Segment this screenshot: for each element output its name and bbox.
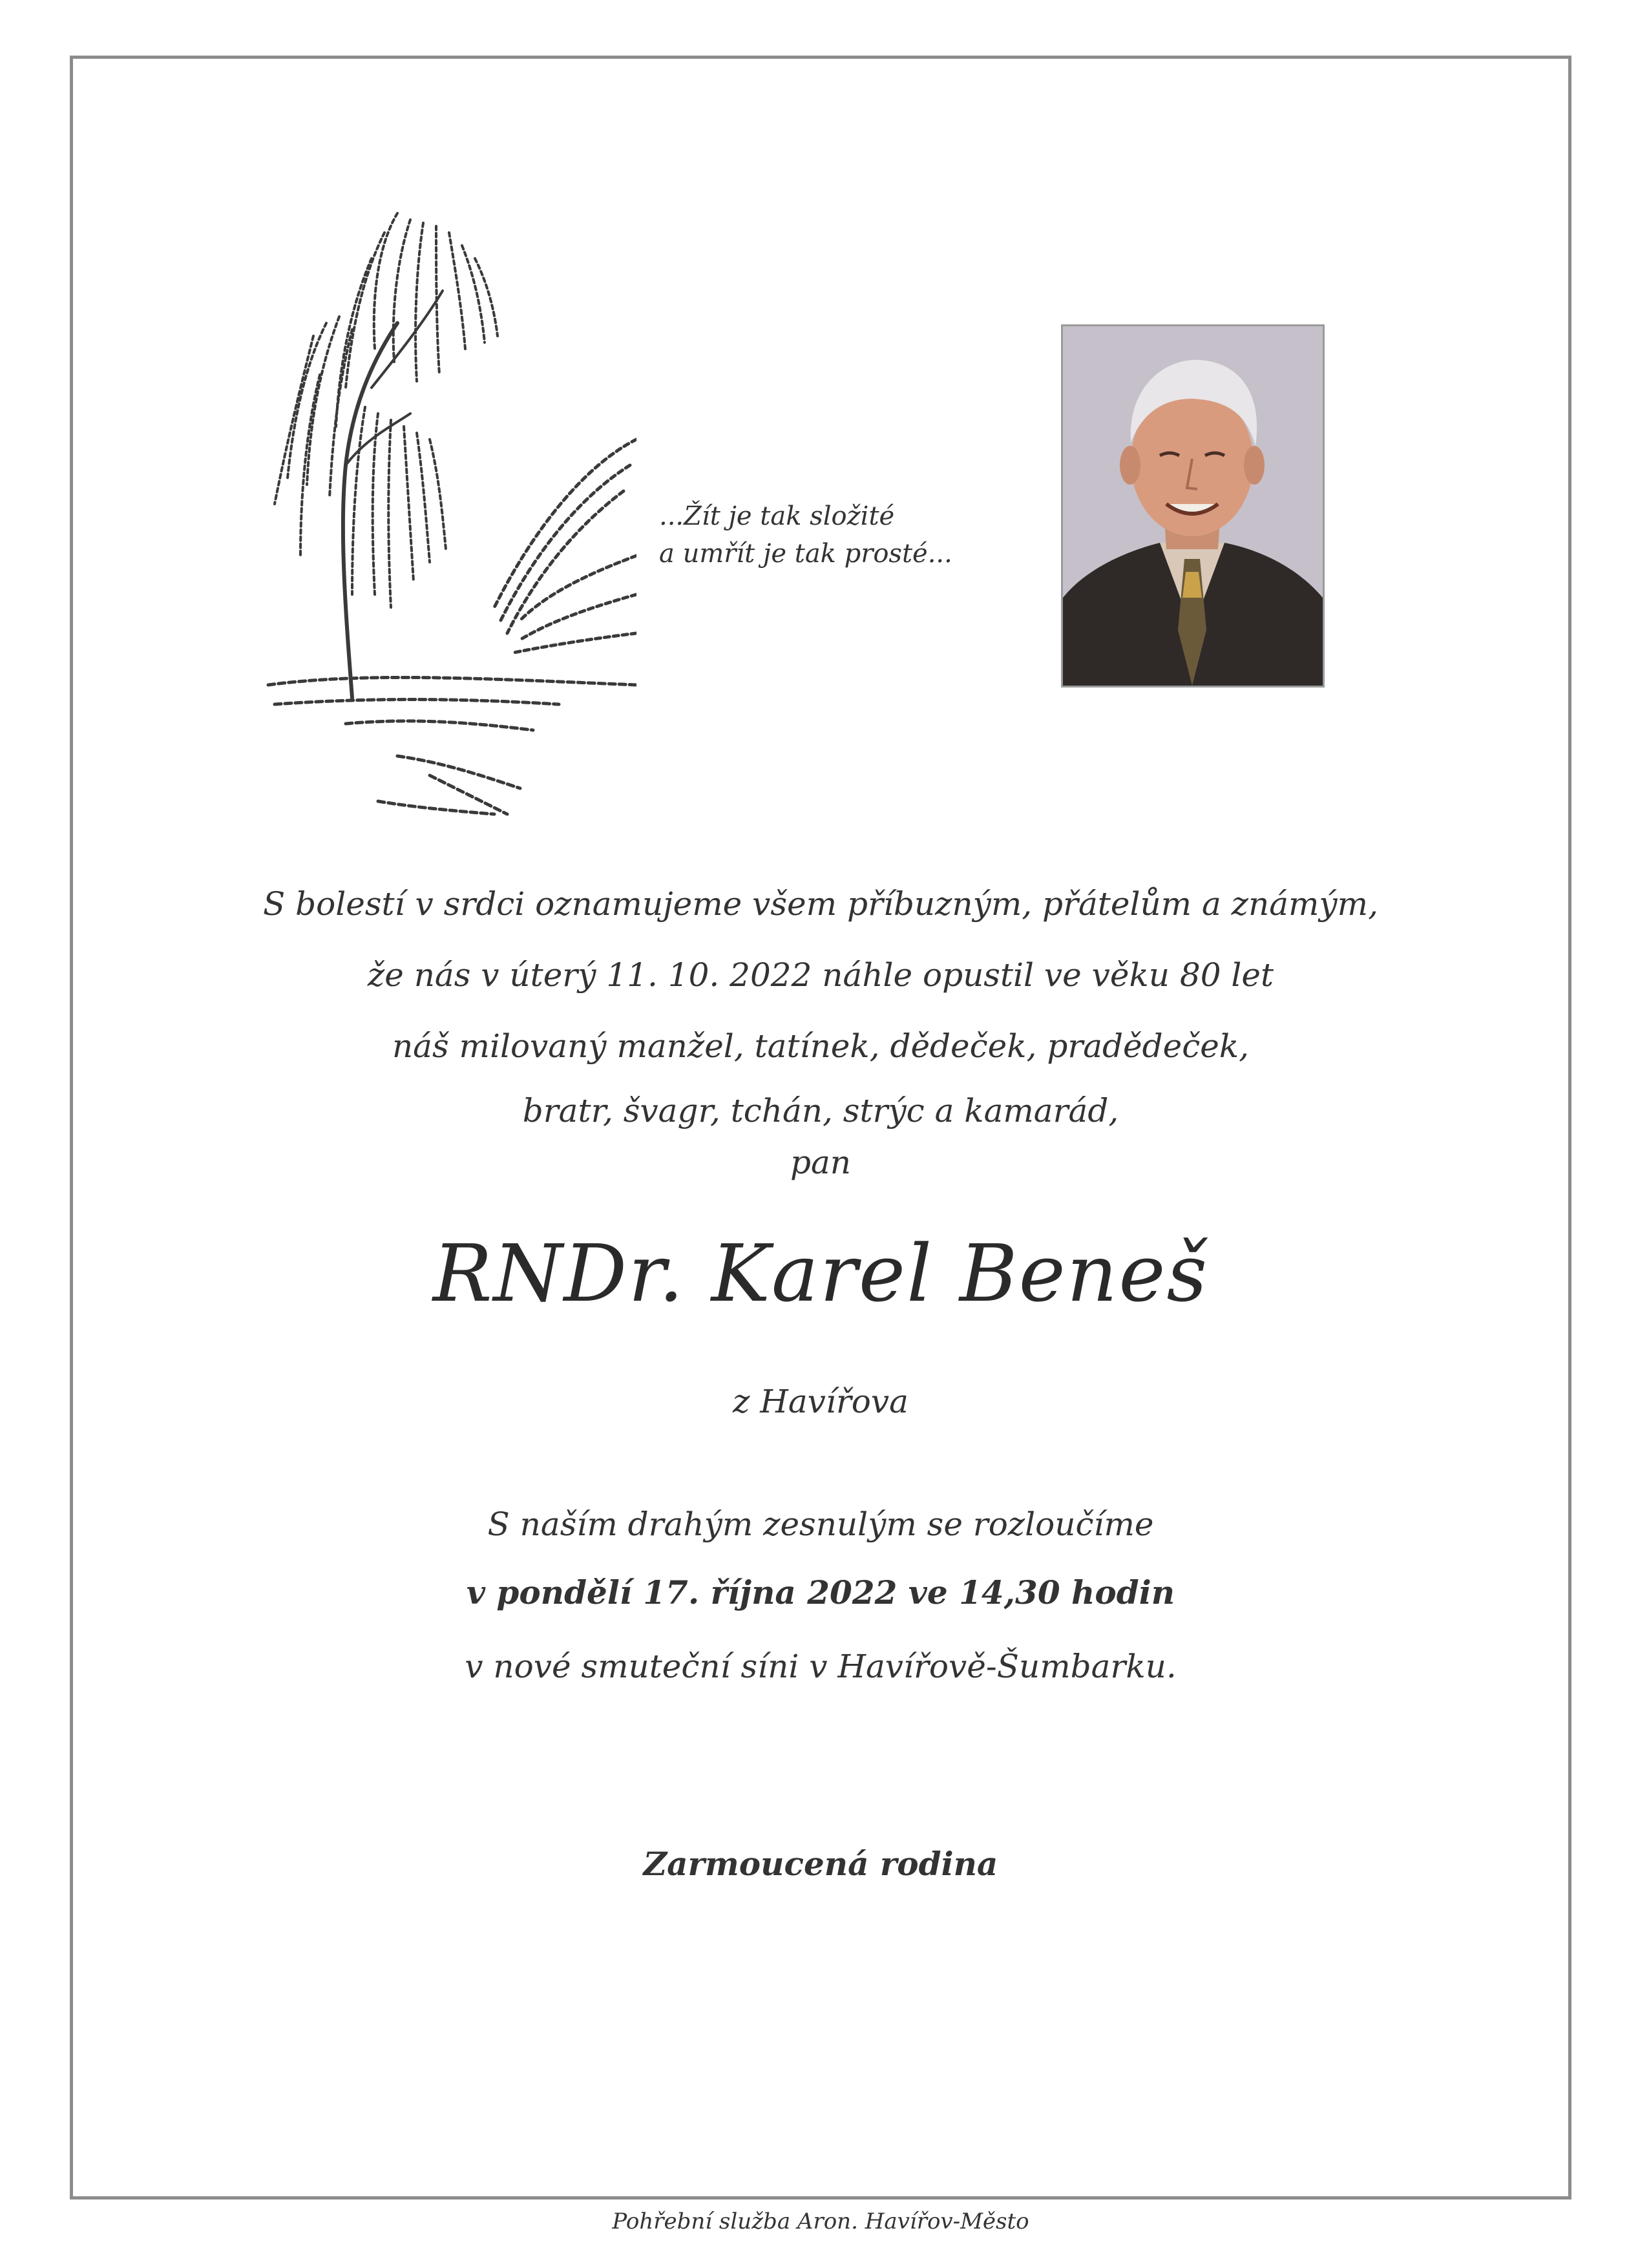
portrait-image: [1063, 326, 1323, 686]
announcement-line-5: pan: [790, 1144, 852, 1181]
announcement-line-3: náš milovaný manžel, tatínek, dědeček, pradědeček,: [392, 1027, 1250, 1065]
deceased-name: RNDr. Karel Beneš: [432, 1228, 1209, 1319]
announcement-line-1: S bolestí v srdci oznamujeme všem příbuzným, přátelům a známým,: [263, 885, 1378, 923]
signature: Zarmoucená rodina: [643, 1845, 998, 1883]
footer-funeral-service: Pohřební služba Aron. Havířov-Město: [612, 2209, 1029, 2234]
portrait-photo: [1061, 324, 1325, 688]
quote-line-1: ...Žít je tak složité: [659, 501, 895, 531]
ceremony-location: v nové smuteční síni v Havířově-Šumbarku.: [465, 1648, 1177, 1685]
deceased-origin: z Havířova: [733, 1383, 909, 1420]
willow-tree-illustration: [249, 194, 636, 840]
announcement-line-4: bratr, švagr, tchán, strýc a kamarád,: [522, 1092, 1119, 1129]
quote-line-2: a umřít je tak prosté...: [659, 539, 952, 569]
ceremony-line-1: S naším drahým zesnulým se rozloučíme: [487, 1506, 1154, 1543]
announcement-line-2: že nás v úterý 11. 10. 2022 náhle opustil ve věku 80 let: [367, 956, 1274, 994]
quote: [659, 498, 1060, 572]
ceremony-date-time: v pondělí 17. října 2022 ve 14,30 hodin: [466, 1573, 1175, 1612]
